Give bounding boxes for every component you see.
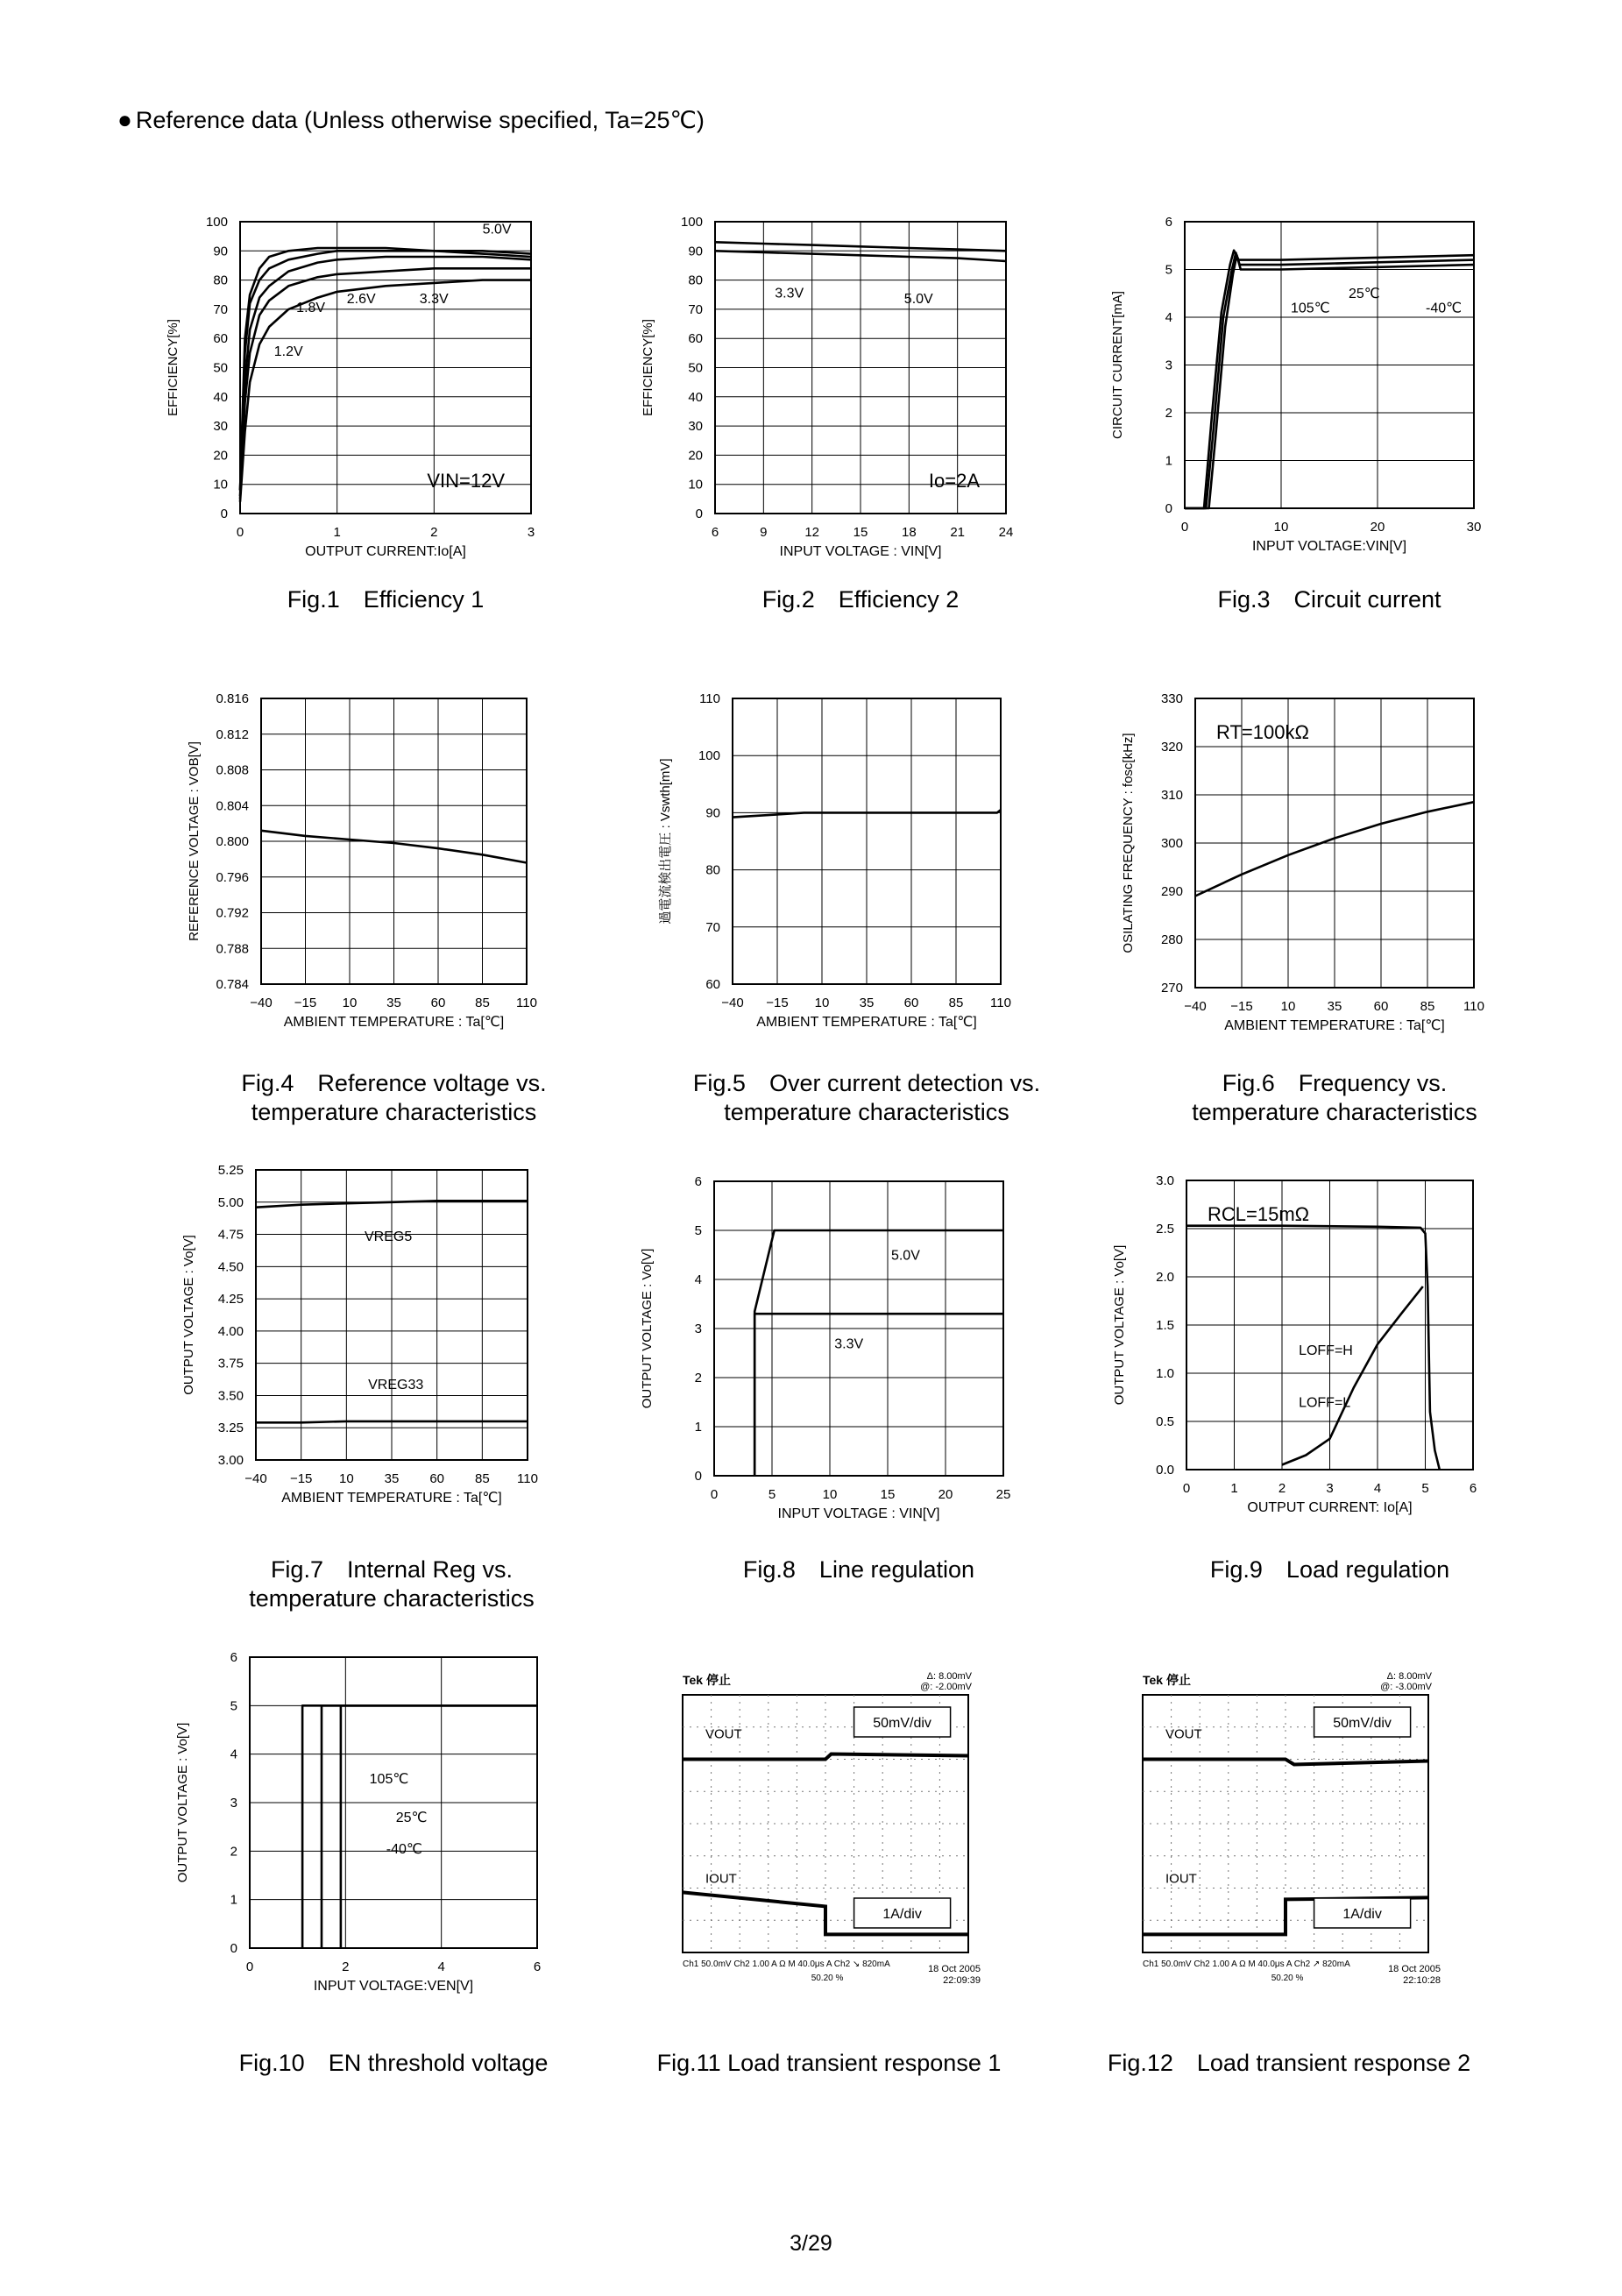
y-axis-label: REFERENCE VOLTAGE : VOB[V]: [187, 741, 202, 941]
y-tick-label: 0.816: [216, 691, 249, 706]
x-tick-label: 2: [342, 1959, 350, 1974]
page-number: 3/29: [790, 2231, 832, 2256]
series-label: 5.0V: [482, 222, 512, 237]
series-label: 3.3V: [419, 292, 449, 308]
x-tick-label: 110: [517, 1471, 538, 1486]
x-tick-label: 25: [995, 1487, 1011, 1502]
series-label: -40℃: [386, 1842, 422, 1858]
x-tick-label: 110: [990, 996, 1011, 1010]
series-line-5-0v: [754, 1230, 1003, 1476]
x-axis-label: AMBIENT TEMPERATURE : Ta[℃]: [1224, 1018, 1445, 1033]
y-tick-label: 4.75: [217, 1227, 244, 1243]
y-tick-label: 0.5: [1156, 1414, 1174, 1429]
cursor-delta: Δ: 8.00mV: [1386, 1671, 1432, 1682]
y-tick-label: 100: [698, 748, 720, 764]
y-axis-label: 過電流検出電圧 : Vswth[mV]: [658, 758, 673, 925]
fig12-chart: [1136, 1665, 1442, 1991]
scope-title: Tek 停止: [1143, 1673, 1191, 1687]
x-axis-label: INPUT VOLTAGE:VIN[V]: [1251, 539, 1407, 554]
y-tick-label: 4: [1165, 310, 1172, 325]
caption-line: Fig.2 Efficiency 2: [761, 586, 960, 613]
caption-line: Fig.3 Circuit current: [1217, 586, 1441, 613]
cursor-at: @: -3.00mV: [1380, 1682, 1432, 1692]
series-label: 5.0V: [903, 292, 933, 308]
y-tick-label: 20: [688, 448, 703, 464]
x-tick-label: 5: [1421, 1481, 1429, 1496]
y-tick-label: 100: [680, 215, 703, 230]
series-line-25: [1185, 252, 1474, 508]
series-line-105: [302, 1705, 537, 1948]
series-line-1-8v: [240, 268, 531, 499]
x-tick-label: 6: [533, 1959, 542, 1974]
series-line-2-6v: [240, 257, 531, 496]
series-line-25: [322, 1705, 537, 1948]
y-tick-label: 40: [688, 389, 703, 405]
bullet-icon: ●: [117, 106, 132, 133]
series-line-3-3v: [754, 1314, 1003, 1476]
y-tick-label: 0.812: [216, 726, 249, 742]
fig4-caption: [209, 1069, 579, 1127]
x-tick-label: 85: [1420, 999, 1435, 1014]
fig9-caption: [1134, 1555, 1526, 1584]
x-tick-label: 110: [516, 996, 537, 1010]
y-tick-label: 1.5: [1156, 1318, 1174, 1333]
caption-line: Fig.1 Efficiency 1: [287, 586, 485, 613]
fig8-chart: [640, 1174, 1011, 1521]
x-tick-label: 60: [430, 996, 446, 1010]
x-axis-label: INPUT VOLTAGE : VIN[V]: [777, 1506, 940, 1521]
iout-label: IOUT: [1165, 1871, 1197, 1887]
y-tick-label: 2.0: [1156, 1270, 1174, 1285]
x-tick-label: 35: [1327, 999, 1342, 1014]
caption-line: temperature characteristics: [1192, 1099, 1477, 1125]
y-tick-label: 0.808: [216, 762, 249, 778]
y-axis-label: EFFICIENCY[%]: [641, 319, 655, 416]
x-axis-label: INPUT VOLTAGE:VEN[V]: [313, 1979, 474, 1994]
x-tick-label: −40: [244, 1471, 267, 1486]
y-tick-label: 6: [1165, 215, 1172, 230]
fig1-chart: [166, 215, 535, 559]
y-tick-label: 10: [688, 477, 703, 493]
y-tick-label: 270: [1160, 981, 1183, 996]
series-line-5-0v: [240, 248, 531, 490]
series-line-loff-l: [1282, 1286, 1423, 1465]
x-tick-label: 0: [236, 525, 244, 540]
y-tick-label: 0.792: [216, 905, 249, 921]
x-tick-label: 0: [710, 1487, 719, 1502]
caption-line: Fig.12 Load transient response 2: [1107, 2050, 1471, 2076]
vout-label: VOUT: [705, 1726, 742, 1742]
y-tick-label: 3: [230, 1796, 237, 1811]
x-tick-label: 10: [338, 1471, 354, 1486]
y-tick-label: 3.0: [1156, 1173, 1174, 1188]
fig11-caption: [623, 2049, 1035, 2078]
fig5-caption: [680, 1069, 1053, 1127]
x-tick-label: 20: [938, 1487, 953, 1502]
x-axis-label: OUTPUT CURRENT: Io[A]: [1247, 1500, 1413, 1515]
x-tick-label: 12: [804, 525, 820, 540]
x-tick-label: 3: [527, 525, 535, 540]
x-tick-label: 30: [1466, 520, 1482, 535]
x-tick-label: 15: [853, 525, 868, 540]
x-tick-label: −40: [721, 996, 744, 1010]
y-tick-label: 0: [695, 507, 703, 521]
x-axis-label: AMBIENT TEMPERATURE : Ta[℃]: [756, 1015, 977, 1030]
scope-time: 22:10:28: [1403, 1975, 1441, 1986]
series-label: LOFF=L: [1299, 1395, 1351, 1411]
series-label: 5.0V: [890, 1248, 920, 1264]
y-axis-label: OSILATING FREQUENCY : fosc[kHz]: [1121, 733, 1136, 953]
series-label: 1.8V: [296, 301, 326, 316]
x-tick-label: 0: [1180, 520, 1189, 535]
x-tick-label: 35: [384, 1471, 400, 1486]
y-tick-label: 20: [213, 448, 228, 464]
y-tick-label: 5: [1165, 262, 1172, 278]
y-tick-label: 30: [213, 419, 228, 435]
y-tick-label: 3.25: [217, 1421, 244, 1436]
x-tick-label: 15: [880, 1487, 896, 1502]
y-tick-label: 0.804: [216, 798, 249, 814]
y-tick-label: 3: [694, 1322, 702, 1336]
y-tick-label: 0: [220, 507, 228, 521]
caption-line: Fig.9 Load regulation: [1209, 1556, 1450, 1583]
series-line-vreg33: [256, 1421, 528, 1422]
series-label: 2.6V: [346, 292, 376, 308]
y-tick-label: 70: [213, 301, 228, 317]
fig4-chart: [187, 691, 537, 1030]
series-label: 1.2V: [273, 344, 303, 360]
y-tick-label: 100: [205, 215, 228, 230]
caption-line: temperature characteristics: [249, 1585, 535, 1612]
y-tick-label: 3.00: [217, 1453, 244, 1468]
y-tick-label: 3.50: [217, 1388, 244, 1404]
y-tick-label: 60: [705, 977, 720, 992]
x-tick-label: 10: [822, 1487, 838, 1502]
x-tick-label: 10: [1273, 520, 1289, 535]
series-line-1-2v: [240, 280, 531, 502]
fig2-caption: [662, 585, 1059, 614]
vout-scale: 50mV/div: [873, 1716, 931, 1731]
caption-line: Fig.7 Internal Reg vs.: [270, 1556, 514, 1583]
y-tick-label: 0.796: [216, 869, 249, 885]
fig2-chart: [641, 215, 1014, 559]
y-tick-label: 5.25: [217, 1163, 244, 1178]
x-tick-label: 35: [386, 996, 401, 1010]
y-tick-label: 0.788: [216, 941, 249, 957]
fig12-caption: [1083, 2049, 1495, 2078]
chart-annotation: RT=100kΩ: [1216, 721, 1309, 743]
x-tick-label: −15: [1230, 999, 1253, 1014]
caption-line: Fig.8 Line regulation: [742, 1556, 975, 1583]
y-tick-label: 4: [694, 1272, 702, 1287]
y-tick-label: 90: [688, 244, 703, 259]
x-tick-label: 85: [474, 1471, 490, 1486]
y-tick-label: 80: [213, 273, 228, 288]
series-label: VREG5: [365, 1229, 413, 1244]
y-tick-label: 4: [230, 1747, 237, 1762]
caption-line: Fig.4 Reference voltage vs.: [241, 1070, 547, 1096]
y-tick-label: 2: [1165, 406, 1172, 421]
y-axis-label: OUTPUT VOLTAGE : Vo[V]: [1112, 1244, 1127, 1406]
series-line-40: [341, 1705, 537, 1948]
y-tick-label: 4.25: [217, 1292, 244, 1307]
y-tick-label: 2: [230, 1844, 237, 1860]
series-label: 25℃: [1349, 287, 1380, 302]
y-tick-label: 5.00: [217, 1194, 244, 1210]
caption-line: Fig.11 Load transient response 1: [656, 2050, 1002, 2076]
x-tick-label: 18: [901, 525, 917, 540]
y-tick-label: 6: [694, 1174, 702, 1189]
x-tick-label: 60: [903, 996, 919, 1010]
y-axis-label: EFFICIENCY[%]: [166, 319, 181, 416]
x-tick-label: 60: [1373, 999, 1389, 1014]
scope-date: 18 Oct 2005: [928, 1964, 981, 1974]
fig9-chart: [1112, 1173, 1477, 1515]
y-tick-label: 3: [1165, 358, 1172, 373]
x-tick-label: −15: [766, 996, 789, 1010]
y-tick-label: 4.00: [217, 1323, 244, 1339]
y-tick-label: 2.5: [1156, 1222, 1174, 1237]
y-axis-label: OUTPUT VOLTAGE : Vo[V]: [181, 1235, 196, 1395]
chart-annotation: Io=2A: [928, 470, 980, 492]
series-label: 3.3V: [775, 286, 804, 301]
x-tick-label: 60: [429, 1471, 445, 1486]
caption-line: Fig.5 Over current detection vs.: [692, 1070, 1041, 1096]
x-tick-label: 0: [245, 1959, 254, 1974]
chart-annotation: RCL=15mΩ: [1208, 1203, 1310, 1225]
x-axis-label: INPUT VOLTAGE : VIN[V]: [779, 544, 942, 559]
y-tick-label: 0: [694, 1469, 702, 1484]
y-tick-label: 6: [230, 1650, 237, 1665]
fig3-chart: [1110, 215, 1482, 554]
x-tick-label: 0: [1182, 1481, 1191, 1496]
y-tick-label: 0.800: [216, 834, 249, 849]
iout-scale: 1A/div: [1342, 1907, 1382, 1922]
fig7-caption: [203, 1555, 580, 1613]
scope-time: 22:09:39: [943, 1975, 981, 1986]
x-tick-label: 110: [1463, 999, 1484, 1014]
fig10-caption: [197, 2049, 590, 2078]
y-tick-label: 80: [705, 862, 720, 878]
y-tick-label: 50: [688, 360, 703, 376]
y-tick-label: 40: [213, 389, 228, 405]
x-tick-label: −15: [294, 996, 317, 1010]
cursor-at: @: -2.00mV: [920, 1682, 972, 1692]
x-tick-label: −40: [1184, 999, 1207, 1014]
fig6-chart: [1121, 691, 1484, 1033]
y-tick-label: 1.0: [1156, 1366, 1174, 1381]
x-tick-label: 4: [437, 1959, 445, 1974]
y-tick-label: 1: [230, 1892, 237, 1908]
x-tick-label: −15: [289, 1471, 313, 1486]
vout-label: VOUT: [1165, 1726, 1202, 1742]
y-tick-label: 320: [1160, 740, 1183, 755]
iout-label: IOUT: [705, 1871, 737, 1887]
x-tick-label: 10: [342, 996, 358, 1010]
page-heading: [117, 106, 705, 134]
fig5-chart: [658, 691, 1011, 1030]
y-tick-label: 10: [213, 477, 228, 493]
series-label: 3.3V: [834, 1336, 864, 1352]
y-tick-label: 300: [1160, 836, 1183, 851]
y-axis-label: CIRCUIT CURRENT[mA]: [1110, 291, 1125, 439]
fig7-chart: [181, 1163, 538, 1506]
x-tick-label: 3: [1326, 1481, 1334, 1496]
iout-scale: 1A/div: [882, 1907, 922, 1922]
fig11-chart: [676, 1665, 982, 1991]
series-label: LOFF=H: [1299, 1343, 1353, 1359]
x-axis-label: OUTPUT CURRENT:Io[A]: [305, 544, 466, 559]
y-tick-label: 310: [1160, 788, 1183, 803]
y-tick-label: 0: [230, 1941, 237, 1956]
scope-status: Ch1 50.0mV Ch2 1.00 A Ω M 40.0μs A Ch2 ↘ 820mA: [683, 1959, 890, 1969]
y-tick-label: 2: [694, 1371, 702, 1385]
time-position: 50.20 %: [1271, 1974, 1304, 1983]
x-tick-label: 10: [1280, 999, 1296, 1014]
caption-line: Fig.6 Frequency vs.: [1222, 1070, 1448, 1096]
x-tick-label: 10: [814, 996, 830, 1010]
x-tick-label: 1: [1230, 1481, 1238, 1496]
y-tick-label: 90: [213, 244, 228, 259]
x-axis-label: AMBIENT TEMPERATURE : Ta[℃]: [281, 1491, 502, 1506]
x-tick-label: 6: [711, 525, 719, 540]
x-axis-label: AMBIENT TEMPERATURE : Ta[℃]: [283, 1015, 505, 1030]
y-tick-label: 4.50: [217, 1259, 244, 1275]
series-label: 25℃: [395, 1811, 428, 1826]
y-tick-label: 3.75: [217, 1356, 244, 1371]
chart-annotation: VIN=12V: [427, 470, 505, 492]
y-tick-label: 330: [1160, 691, 1183, 706]
series-label: 105℃: [369, 1771, 409, 1787]
x-tick-label: 2: [430, 525, 438, 540]
series-label: VREG33: [368, 1378, 424, 1393]
y-axis-label: OUTPUT VOLTAGE : Vo[V]: [640, 1248, 655, 1409]
y-tick-label: 110: [699, 691, 720, 706]
fig10-chart: [175, 1650, 542, 1994]
y-tick-label: 60: [213, 331, 228, 347]
caption-line: temperature characteristics: [251, 1099, 537, 1125]
y-tick-label: 50: [213, 360, 228, 376]
y-tick-label: 0.0: [1156, 1463, 1174, 1478]
y-tick-label: 60: [688, 331, 703, 347]
vout-scale: 50mV/div: [1333, 1716, 1392, 1731]
fig8-caption: [662, 1555, 1056, 1584]
y-tick-label: 5: [694, 1223, 702, 1238]
scope-status: Ch1 50.0mV Ch2 1.00 A Ω M 40.0μs A Ch2 ↗ 820mA: [1143, 1959, 1350, 1969]
x-tick-label: 5: [768, 1487, 776, 1502]
x-tick-label: 24: [998, 525, 1014, 540]
x-tick-label: 21: [950, 525, 966, 540]
x-tick-label: 9: [760, 525, 768, 540]
x-tick-label: 85: [948, 996, 964, 1010]
x-tick-label: 20: [1370, 520, 1385, 535]
y-tick-label: 5: [230, 1698, 237, 1714]
heading-text: Reference data (Unless otherwise specified, Ta=25℃): [135, 107, 705, 133]
y-tick-label: 280: [1160, 932, 1183, 947]
y-tick-label: 0: [1165, 501, 1172, 516]
y-tick-label: 1: [1165, 453, 1172, 469]
x-tick-label: 1: [333, 525, 341, 540]
y-tick-label: 0.784: [216, 977, 249, 992]
time-position: 50.20 %: [811, 1974, 844, 1983]
y-tick-label: 90: [705, 805, 720, 821]
y-tick-label: 80: [688, 273, 703, 288]
scope-date: 18 Oct 2005: [1388, 1964, 1441, 1974]
x-tick-label: 2: [1278, 1481, 1286, 1496]
y-tick-label: 70: [705, 919, 720, 935]
fig6-caption: [1143, 1069, 1526, 1127]
y-tick-label: 30: [688, 419, 703, 435]
x-tick-label: −40: [250, 996, 273, 1010]
y-tick-label: 70: [688, 301, 703, 317]
fig1-caption: [188, 585, 584, 614]
series-label: -40℃: [1426, 301, 1463, 316]
y-axis-label: OUTPUT VOLTAGE : Vo[V]: [175, 1722, 190, 1883]
x-tick-label: 4: [1373, 1481, 1382, 1496]
y-tick-label: 1: [694, 1420, 702, 1435]
y-tick-label: 290: [1160, 884, 1183, 899]
caption-line: temperature characteristics: [724, 1099, 1009, 1125]
cursor-delta: Δ: 8.00mV: [926, 1671, 972, 1682]
x-tick-label: 35: [859, 996, 875, 1010]
series-label: 105℃: [1291, 301, 1330, 316]
x-tick-label: 6: [1469, 1481, 1477, 1496]
x-tick-label: 85: [475, 996, 490, 1010]
scope-title: Tek 停止: [683, 1673, 731, 1687]
fig3-caption: [1132, 585, 1526, 614]
caption-line: Fig.10 EN threshold voltage: [238, 2050, 549, 2076]
